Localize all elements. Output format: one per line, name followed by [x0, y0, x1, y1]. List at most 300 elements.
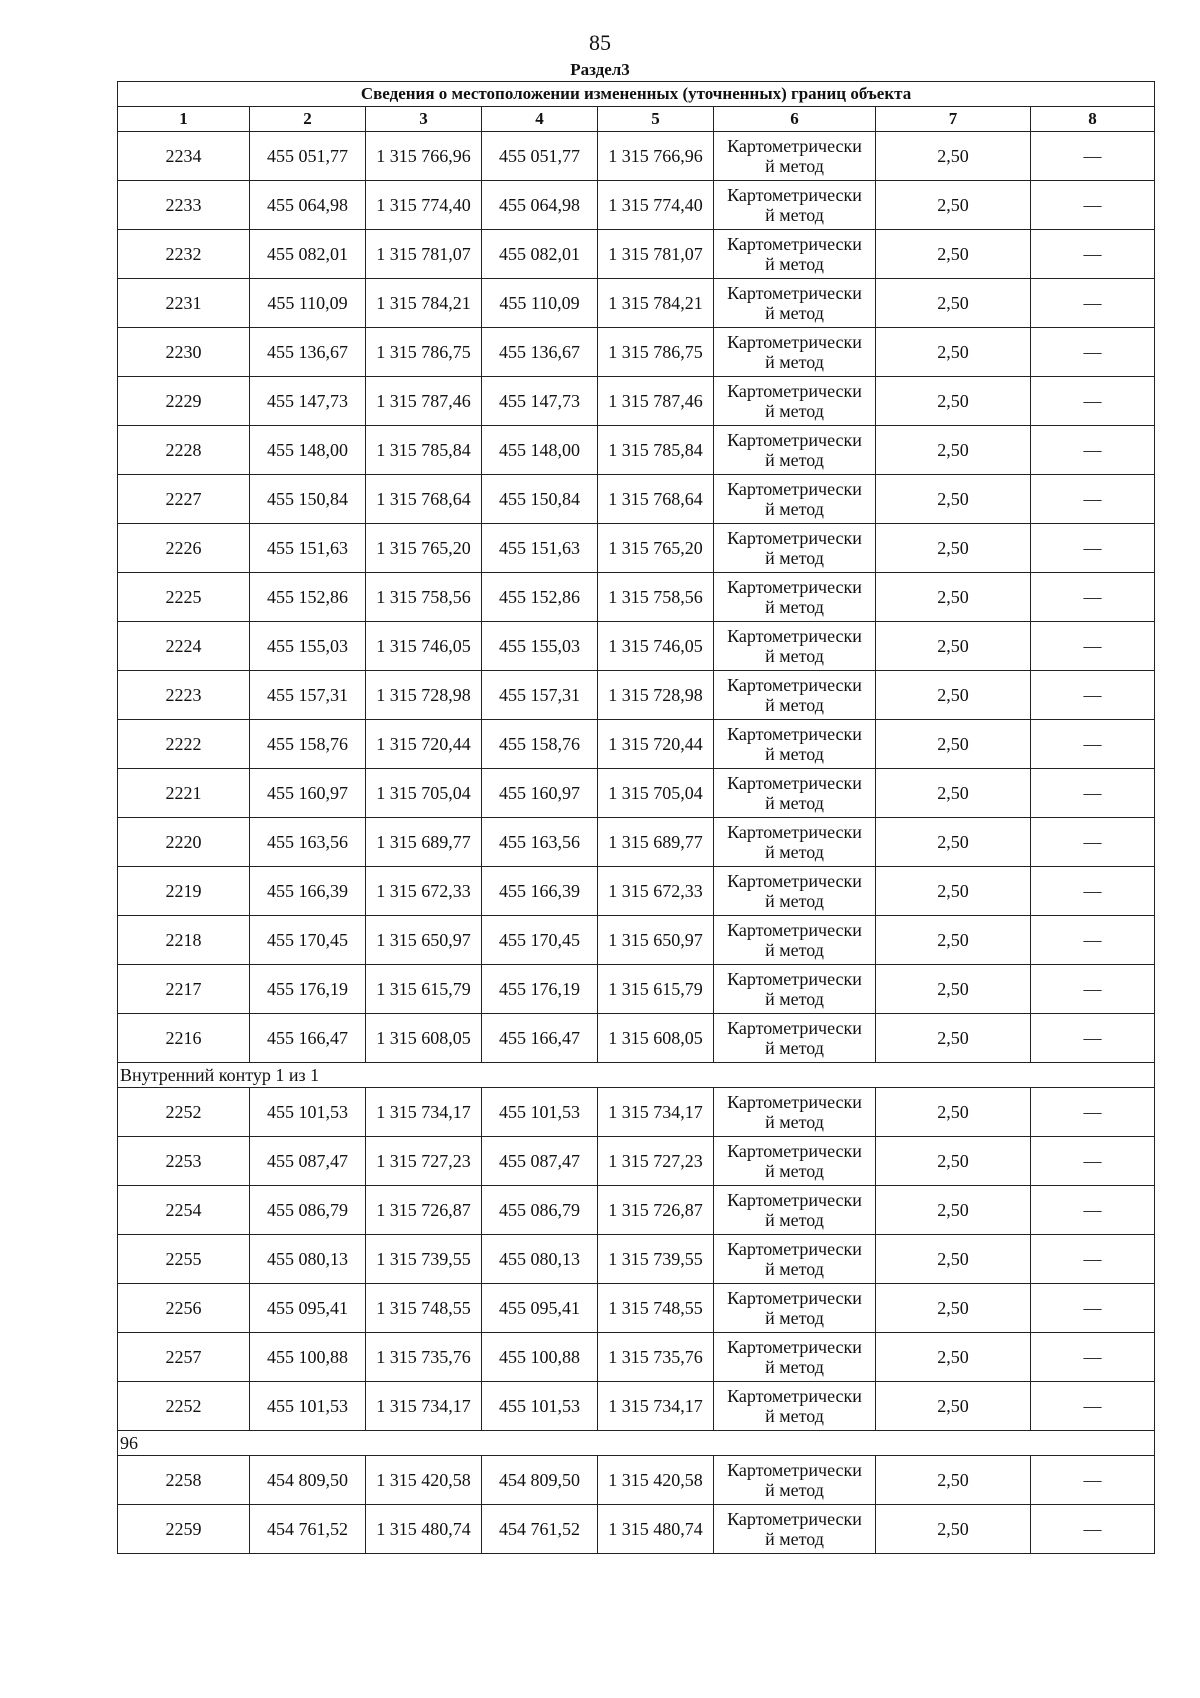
- method-cell: [714, 475, 876, 524]
- y-refined-cell: 1 315 726,87: [598, 1186, 714, 1235]
- x-existing-cell: 455 170,45: [250, 916, 366, 965]
- table-row: [118, 965, 1155, 1014]
- y-existing-cell: 1 315 746,05: [366, 622, 482, 671]
- method-line-1: Картометрически: [727, 430, 862, 450]
- x-refined-cell: 455 166,39: [482, 867, 598, 916]
- y-refined-cell: 1 315 650,97: [598, 916, 714, 965]
- point-number-cell: 2255: [118, 1235, 250, 1284]
- method-line-2: й метод: [765, 1161, 824, 1181]
- x-existing-cell: 455 147,73: [250, 377, 366, 426]
- method-line-1: Картометрически: [727, 1509, 862, 1529]
- y-existing-cell: 1 315 787,46: [366, 377, 482, 426]
- table-body: [118, 132, 1155, 1554]
- point-number-cell: 2217: [118, 965, 250, 1014]
- table-row: [118, 524, 1155, 573]
- method-cell: [714, 867, 876, 916]
- y-refined-cell: 1 315 766,96: [598, 132, 714, 181]
- point-number-cell: 2252: [118, 1382, 250, 1431]
- column-header: 8: [1031, 107, 1155, 132]
- x-existing-cell: 454 809,50: [250, 1456, 366, 1505]
- accuracy-cell: 2,50: [876, 573, 1031, 622]
- y-existing-cell: 1 315 735,76: [366, 1333, 482, 1382]
- method-cell: [714, 1235, 876, 1284]
- method-cell: [714, 426, 876, 475]
- description-cell: —: [1031, 965, 1155, 1014]
- y-refined-cell: 1 315 746,05: [598, 622, 714, 671]
- description-cell: —: [1031, 1382, 1155, 1431]
- method-line-2: й метод: [765, 646, 824, 666]
- x-existing-cell: 455 136,67: [250, 328, 366, 377]
- method-line-1: Картометрически: [727, 185, 862, 205]
- y-refined-cell: 1 315 608,05: [598, 1014, 714, 1063]
- table-row: [118, 622, 1155, 671]
- y-refined-cell: 1 315 734,17: [598, 1088, 714, 1137]
- method-cell: [714, 1382, 876, 1431]
- description-cell: —: [1031, 279, 1155, 328]
- x-refined-cell: 455 101,53: [482, 1088, 598, 1137]
- accuracy-cell: 2,50: [876, 622, 1031, 671]
- y-refined-cell: 1 315 784,21: [598, 279, 714, 328]
- description-cell: —: [1031, 1333, 1155, 1382]
- description-cell: —: [1031, 426, 1155, 475]
- x-existing-cell: 455 151,63: [250, 524, 366, 573]
- method-line-1: Картометрически: [727, 724, 862, 744]
- y-existing-cell: 1 315 734,17: [366, 1088, 482, 1137]
- description-cell: —: [1031, 1456, 1155, 1505]
- method-line-2: й метод: [765, 1357, 824, 1377]
- description-cell: —: [1031, 867, 1155, 916]
- x-refined-cell: 455 150,84: [482, 475, 598, 524]
- accuracy-cell: 2,50: [876, 1333, 1031, 1382]
- accuracy-cell: 2,50: [876, 1456, 1031, 1505]
- accuracy-cell: 2,50: [876, 916, 1031, 965]
- point-number-cell: 2257: [118, 1333, 250, 1382]
- y-existing-cell: 1 315 786,75: [366, 328, 482, 377]
- y-existing-cell: 1 315 765,20: [366, 524, 482, 573]
- accuracy-cell: 2,50: [876, 1284, 1031, 1333]
- x-refined-cell: 455 136,67: [482, 328, 598, 377]
- method-line-2: й метод: [765, 450, 824, 470]
- x-existing-cell: 455 110,09: [250, 279, 366, 328]
- method-line-2: й метод: [765, 1308, 824, 1328]
- x-refined-cell: 455 100,88: [482, 1333, 598, 1382]
- method-line-2: й метод: [765, 352, 824, 372]
- accuracy-cell: 2,50: [876, 720, 1031, 769]
- method-line-1: Картометрически: [727, 1018, 862, 1038]
- point-number-cell: 2234: [118, 132, 250, 181]
- method-line-2: й метод: [765, 597, 824, 617]
- method-line-2: й метод: [765, 499, 824, 519]
- point-number-cell: 2221: [118, 769, 250, 818]
- point-number-cell: 2256: [118, 1284, 250, 1333]
- method-line-2: й метод: [765, 156, 824, 176]
- x-refined-cell: 455 110,09: [482, 279, 598, 328]
- method-cell: [714, 1014, 876, 1063]
- x-refined-cell: 455 160,97: [482, 769, 598, 818]
- y-refined-cell: 1 315 748,55: [598, 1284, 714, 1333]
- x-existing-cell: 454 761,52: [250, 1505, 366, 1554]
- column-header-row: [118, 107, 1155, 132]
- description-cell: —: [1031, 328, 1155, 377]
- point-number-cell: 2252: [118, 1088, 250, 1137]
- method-line-1: Картометрически: [727, 626, 862, 646]
- method-cell: [714, 1186, 876, 1235]
- accuracy-cell: 2,50: [876, 1235, 1031, 1284]
- method-cell: [714, 1456, 876, 1505]
- method-line-1: Картометрически: [727, 479, 862, 499]
- table-row: [118, 1014, 1155, 1063]
- method-cell: [714, 671, 876, 720]
- y-existing-cell: 1 315 734,17: [366, 1382, 482, 1431]
- method-line-2: й метод: [765, 744, 824, 764]
- method-cell: [714, 1505, 876, 1554]
- accuracy-cell: 2,50: [876, 1014, 1031, 1063]
- page-number: 85: [589, 30, 611, 55]
- x-existing-cell: 455 176,19: [250, 965, 366, 1014]
- x-refined-cell: 455 158,76: [482, 720, 598, 769]
- contour-label: 96: [118, 1431, 1155, 1456]
- x-existing-cell: 455 166,39: [250, 867, 366, 916]
- method-cell: [714, 1284, 876, 1333]
- method-line-1: Картометрически: [727, 822, 862, 842]
- method-line-1: Картометрически: [727, 528, 862, 548]
- accuracy-cell: 2,50: [876, 671, 1031, 720]
- x-existing-cell: 455 087,47: [250, 1137, 366, 1186]
- method-cell: [714, 181, 876, 230]
- x-refined-cell: 455 155,03: [482, 622, 598, 671]
- method-line-2: й метод: [765, 548, 824, 568]
- table-row: [118, 1088, 1155, 1137]
- accuracy-cell: 2,50: [876, 1505, 1031, 1554]
- x-existing-cell: 455 100,88: [250, 1333, 366, 1382]
- x-refined-cell: 455 151,63: [482, 524, 598, 573]
- method-line-2: й метод: [765, 401, 824, 421]
- x-existing-cell: 455 155,03: [250, 622, 366, 671]
- y-refined-cell: 1 315 705,04: [598, 769, 714, 818]
- description-cell: —: [1031, 1014, 1155, 1063]
- description-cell: —: [1031, 1186, 1155, 1235]
- description-cell: —: [1031, 1088, 1155, 1137]
- method-line-2: й метод: [765, 1112, 824, 1132]
- table-row: [118, 279, 1155, 328]
- table-row: [118, 230, 1155, 279]
- method-cell: [714, 377, 876, 426]
- contour-label-row: [118, 1063, 1155, 1088]
- x-existing-cell: 455 166,47: [250, 1014, 366, 1063]
- x-existing-cell: 455 080,13: [250, 1235, 366, 1284]
- y-refined-cell: 1 315 689,77: [598, 818, 714, 867]
- accuracy-cell: 2,50: [876, 181, 1031, 230]
- table-row: [118, 377, 1155, 426]
- method-line-1: Картометрически: [727, 1092, 862, 1112]
- y-refined-cell: 1 315 786,75: [598, 328, 714, 377]
- y-refined-cell: 1 315 768,64: [598, 475, 714, 524]
- x-existing-cell: 455 101,53: [250, 1382, 366, 1431]
- method-line-1: Картометрически: [727, 1190, 862, 1210]
- x-existing-cell: 455 148,00: [250, 426, 366, 475]
- y-existing-cell: 1 315 672,33: [366, 867, 482, 916]
- description-cell: —: [1031, 1235, 1155, 1284]
- accuracy-cell: 2,50: [876, 965, 1031, 1014]
- x-refined-cell: 455 147,73: [482, 377, 598, 426]
- method-cell: [714, 230, 876, 279]
- method-cell: [714, 965, 876, 1014]
- y-existing-cell: 1 315 650,97: [366, 916, 482, 965]
- point-number-cell: 2219: [118, 867, 250, 916]
- y-existing-cell: 1 315 739,55: [366, 1235, 482, 1284]
- y-refined-cell: 1 315 672,33: [598, 867, 714, 916]
- description-cell: —: [1031, 181, 1155, 230]
- accuracy-cell: 2,50: [876, 1088, 1031, 1137]
- point-number-cell: 2230: [118, 328, 250, 377]
- x-existing-cell: 455 158,76: [250, 720, 366, 769]
- table-row: [118, 573, 1155, 622]
- description-cell: —: [1031, 475, 1155, 524]
- x-refined-cell: 455 148,00: [482, 426, 598, 475]
- x-existing-cell: 455 150,84: [250, 475, 366, 524]
- method-cell: [714, 524, 876, 573]
- point-number-cell: 2226: [118, 524, 250, 573]
- method-line-2: й метод: [765, 1259, 824, 1279]
- accuracy-cell: 2,50: [876, 279, 1031, 328]
- y-existing-cell: 1 315 774,40: [366, 181, 482, 230]
- boundary-coordinates-table: [117, 81, 1155, 1554]
- point-number-cell: 2224: [118, 622, 250, 671]
- x-existing-cell: 455 160,97: [250, 769, 366, 818]
- y-refined-cell: 1 315 765,20: [598, 524, 714, 573]
- y-refined-cell: 1 315 720,44: [598, 720, 714, 769]
- x-refined-cell: 455 101,53: [482, 1382, 598, 1431]
- point-number-cell: 2228: [118, 426, 250, 475]
- method-cell: [714, 132, 876, 181]
- y-refined-cell: 1 315 420,58: [598, 1456, 714, 1505]
- table-row: [118, 1235, 1155, 1284]
- y-refined-cell: 1 315 480,74: [598, 1505, 714, 1554]
- x-existing-cell: 455 051,77: [250, 132, 366, 181]
- point-number-cell: 2253: [118, 1137, 250, 1186]
- x-existing-cell: 455 086,79: [250, 1186, 366, 1235]
- accuracy-cell: 2,50: [876, 426, 1031, 475]
- x-refined-cell: 455 087,47: [482, 1137, 598, 1186]
- y-existing-cell: 1 315 420,58: [366, 1456, 482, 1505]
- table-caption: Сведения о местоположении измененных (уточненных) границ объекта: [118, 82, 1155, 107]
- description-cell: —: [1031, 1284, 1155, 1333]
- y-existing-cell: 1 315 615,79: [366, 965, 482, 1014]
- column-header: 3: [366, 107, 482, 132]
- method-line-1: Картометрически: [727, 969, 862, 989]
- y-refined-cell: 1 315 734,17: [598, 1382, 714, 1431]
- y-existing-cell: 1 315 781,07: [366, 230, 482, 279]
- method-line-1: Картометрически: [727, 381, 862, 401]
- y-refined-cell: 1 315 785,84: [598, 426, 714, 475]
- method-line-1: Картометрически: [727, 1141, 862, 1161]
- x-refined-cell: 455 080,13: [482, 1235, 598, 1284]
- x-existing-cell: 455 095,41: [250, 1284, 366, 1333]
- method-cell: [714, 279, 876, 328]
- x-refined-cell: 455 166,47: [482, 1014, 598, 1063]
- x-existing-cell: 455 152,86: [250, 573, 366, 622]
- point-number-cell: 2258: [118, 1456, 250, 1505]
- description-cell: —: [1031, 671, 1155, 720]
- table-row: [118, 475, 1155, 524]
- method-cell: [714, 328, 876, 377]
- point-number-cell: 2232: [118, 230, 250, 279]
- method-line-1: Картометрически: [727, 577, 862, 597]
- method-line-1: Картометрически: [727, 283, 862, 303]
- table-row: [118, 1186, 1155, 1235]
- method-cell: [714, 916, 876, 965]
- method-cell: [714, 1333, 876, 1382]
- table-row: [118, 426, 1155, 475]
- accuracy-cell: 2,50: [876, 1382, 1031, 1431]
- accuracy-cell: 2,50: [876, 328, 1031, 377]
- y-refined-cell: 1 315 735,76: [598, 1333, 714, 1382]
- point-number-cell: 2229: [118, 377, 250, 426]
- y-existing-cell: 1 315 705,04: [366, 769, 482, 818]
- column-header: 4: [482, 107, 598, 132]
- y-refined-cell: 1 315 728,98: [598, 671, 714, 720]
- description-cell: —: [1031, 622, 1155, 671]
- method-line-1: Картометрически: [727, 1460, 862, 1480]
- y-existing-cell: 1 315 784,21: [366, 279, 482, 328]
- point-number-cell: 2223: [118, 671, 250, 720]
- point-number-cell: 2259: [118, 1505, 250, 1554]
- table-row: [118, 769, 1155, 818]
- description-cell: —: [1031, 1137, 1155, 1186]
- x-refined-cell: 455 051,77: [482, 132, 598, 181]
- method-cell: [714, 720, 876, 769]
- method-cell: [714, 573, 876, 622]
- point-number-cell: 2233: [118, 181, 250, 230]
- method-line-2: й метод: [765, 842, 824, 862]
- method-line-1: Картометрически: [727, 920, 862, 940]
- y-existing-cell: 1 315 758,56: [366, 573, 482, 622]
- y-refined-cell: 1 315 615,79: [598, 965, 714, 1014]
- description-cell: —: [1031, 230, 1155, 279]
- column-header: 5: [598, 107, 714, 132]
- y-existing-cell: 1 315 785,84: [366, 426, 482, 475]
- x-existing-cell: 455 082,01: [250, 230, 366, 279]
- point-number-cell: 2220: [118, 818, 250, 867]
- table-row: [118, 328, 1155, 377]
- method-line-1: Картометрически: [727, 1386, 862, 1406]
- x-existing-cell: 455 157,31: [250, 671, 366, 720]
- y-existing-cell: 1 315 720,44: [366, 720, 482, 769]
- y-refined-cell: 1 315 758,56: [598, 573, 714, 622]
- x-refined-cell: 455 086,79: [482, 1186, 598, 1235]
- accuracy-cell: 2,50: [876, 769, 1031, 818]
- x-refined-cell: 455 064,98: [482, 181, 598, 230]
- x-refined-cell: 455 176,19: [482, 965, 598, 1014]
- y-refined-cell: 1 315 774,40: [598, 181, 714, 230]
- method-line-2: й метод: [765, 1210, 824, 1230]
- table-row: [118, 1137, 1155, 1186]
- accuracy-cell: 2,50: [876, 1137, 1031, 1186]
- column-header: 6: [714, 107, 876, 132]
- table-row: [118, 867, 1155, 916]
- y-refined-cell: 1 315 787,46: [598, 377, 714, 426]
- accuracy-cell: 2,50: [876, 867, 1031, 916]
- method-line-1: Картометрически: [727, 773, 862, 793]
- x-refined-cell: 455 152,86: [482, 573, 598, 622]
- method-line-2: й метод: [765, 891, 824, 911]
- y-existing-cell: 1 315 726,87: [366, 1186, 482, 1235]
- point-number-cell: 2225: [118, 573, 250, 622]
- method-line-2: й метод: [765, 1529, 824, 1549]
- method-line-2: й метод: [765, 695, 824, 715]
- description-cell: —: [1031, 573, 1155, 622]
- accuracy-cell: 2,50: [876, 1186, 1031, 1235]
- method-line-2: й метод: [765, 205, 824, 225]
- method-cell: [714, 769, 876, 818]
- point-number-cell: 2231: [118, 279, 250, 328]
- table-row: [118, 132, 1155, 181]
- y-existing-cell: 1 315 689,77: [366, 818, 482, 867]
- x-existing-cell: 455 101,53: [250, 1088, 366, 1137]
- y-refined-cell: 1 315 739,55: [598, 1235, 714, 1284]
- point-number-cell: 2218: [118, 916, 250, 965]
- x-refined-cell: 455 082,01: [482, 230, 598, 279]
- y-existing-cell: 1 315 748,55: [366, 1284, 482, 1333]
- method-line-1: Картометрически: [727, 136, 862, 156]
- y-existing-cell: 1 315 766,96: [366, 132, 482, 181]
- method-line-2: й метод: [765, 989, 824, 1009]
- description-cell: —: [1031, 524, 1155, 573]
- x-existing-cell: 455 064,98: [250, 181, 366, 230]
- method-line-2: й метод: [765, 793, 824, 813]
- method-cell: [714, 1137, 876, 1186]
- accuracy-cell: 2,50: [876, 230, 1031, 279]
- column-header: 2: [250, 107, 366, 132]
- table-row: [118, 181, 1155, 230]
- accuracy-cell: 2,50: [876, 132, 1031, 181]
- table-row: [118, 1333, 1155, 1382]
- x-refined-cell: 455 163,56: [482, 818, 598, 867]
- method-line-1: Картометрически: [727, 1288, 862, 1308]
- accuracy-cell: 2,50: [876, 818, 1031, 867]
- x-refined-cell: 455 170,45: [482, 916, 598, 965]
- method-cell: [714, 622, 876, 671]
- method-line-1: Картометрически: [727, 1239, 862, 1259]
- description-cell: —: [1031, 818, 1155, 867]
- method-line-2: й метод: [765, 1038, 824, 1058]
- y-existing-cell: 1 315 727,23: [366, 1137, 482, 1186]
- contour-label-row: [118, 1431, 1155, 1456]
- y-refined-cell: 1 315 727,23: [598, 1137, 714, 1186]
- point-number-cell: 2222: [118, 720, 250, 769]
- description-cell: —: [1031, 769, 1155, 818]
- method-cell: [714, 1088, 876, 1137]
- accuracy-cell: 2,50: [876, 524, 1031, 573]
- method-line-1: Картометрически: [727, 1337, 862, 1357]
- method-line-1: Картометрически: [727, 332, 862, 352]
- x-refined-cell: 454 809,50: [482, 1456, 598, 1505]
- y-refined-cell: 1 315 781,07: [598, 230, 714, 279]
- method-line-1: Картометрически: [727, 234, 862, 254]
- x-existing-cell: 455 163,56: [250, 818, 366, 867]
- y-existing-cell: 1 315 480,74: [366, 1505, 482, 1554]
- method-line-2: й метод: [765, 1480, 824, 1500]
- description-cell: —: [1031, 916, 1155, 965]
- table-row: [118, 1284, 1155, 1333]
- method-line-1: Картометрически: [727, 675, 862, 695]
- x-refined-cell: 455 095,41: [482, 1284, 598, 1333]
- point-number-cell: 2227: [118, 475, 250, 524]
- description-cell: —: [1031, 377, 1155, 426]
- method-line-2: й метод: [765, 1406, 824, 1426]
- contour-label: Внутренний контур 1 из 1: [118, 1063, 1155, 1088]
- method-line-2: й метод: [765, 303, 824, 323]
